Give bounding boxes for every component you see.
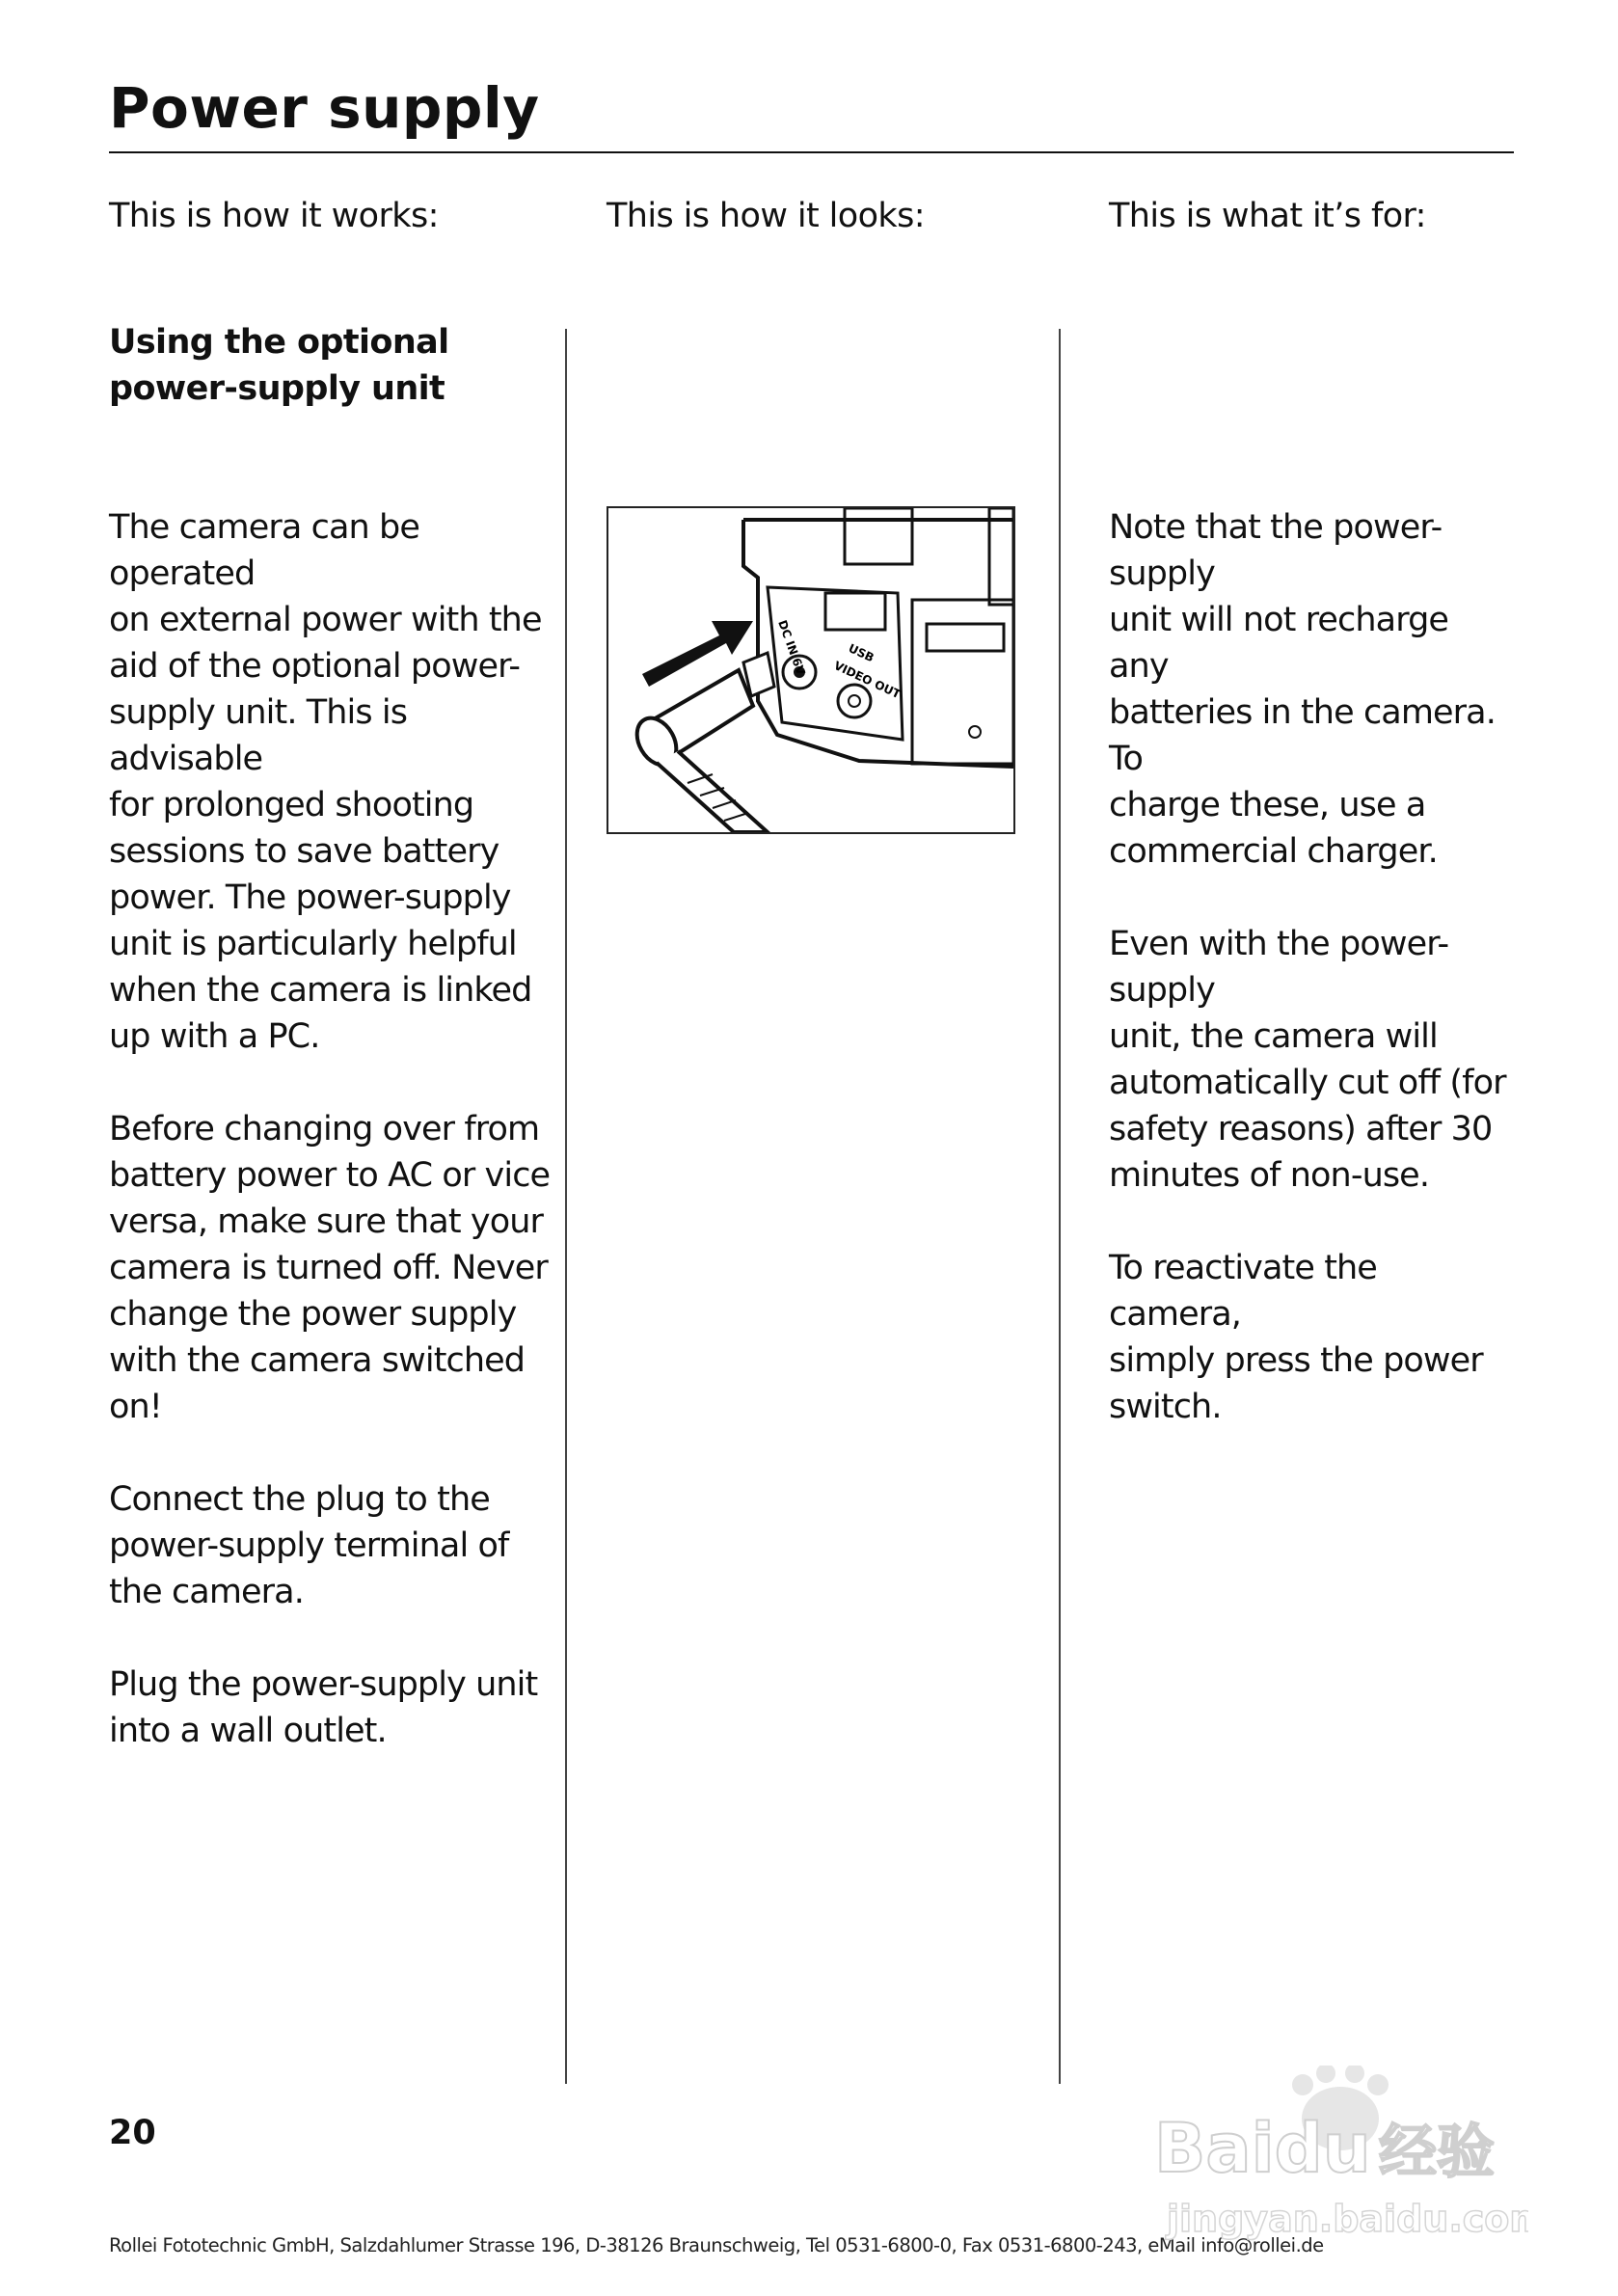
for-paragraph: Note that the power-supply unit will not recharge any batteries in the camera. To charge these, use a commercial charger. xyxy=(1109,508,1496,871)
watermark-brand: Baidu xyxy=(1154,2109,1371,2188)
camera-top-part xyxy=(845,508,912,564)
usb-label: USB xyxy=(846,641,876,665)
camera-power-terminal-illustration xyxy=(607,506,1015,834)
works-paragraph: The camera can be operated on external power with the aid of the optional power- supply unit. This is advisable for prolonged shooting sessions to save battery power. The power-supply unit is particularly helpful when the camera is linked up with a PC. xyxy=(109,508,542,1056)
page-title: Power supply xyxy=(109,75,540,141)
column-divider-right xyxy=(1059,329,1061,2084)
page-number: 20 xyxy=(109,2114,156,2152)
watermark-cn: 经验 xyxy=(1379,2119,1495,2186)
camera-illustration-svg xyxy=(608,508,1013,832)
column-heading-for: This is what it’s for: xyxy=(1109,197,1426,235)
works-paragraph: Before changing over from battery power to AC or vice versa, make sure that your camera is turned off. Never change the power supply with the camera switched on! xyxy=(109,1110,551,1426)
for-paragraph: To reactivate the camera, simply press the power switch. xyxy=(1109,1249,1483,1426)
dc-in-label: DC IN 6V xyxy=(775,618,808,677)
usb-port xyxy=(825,593,885,630)
baidu-watermark xyxy=(1143,2066,1528,2258)
section-subheading: Using the optional power-supply unit xyxy=(109,323,449,408)
for-text xyxy=(1109,504,1514,1476)
column-heading-works: This is how it works: xyxy=(109,197,439,235)
camera-side-part xyxy=(989,508,1013,605)
watermark-svg xyxy=(1143,2066,1528,2258)
title-rule xyxy=(109,151,1514,153)
for-paragraph: Even with the power-supply unit, the camera will automatically cut off (for safety reasons) after 30 minutes of non-use. xyxy=(1109,925,1506,1195)
column-divider-left xyxy=(565,329,567,2084)
works-paragraph: Plug the power-supply unit into a wall outlet. xyxy=(109,1665,538,1750)
panel-slot xyxy=(927,624,1004,651)
works-paragraph: Connect the plug to the power-supply terminal of the camera. xyxy=(109,1480,509,1611)
watermark-url: jingyan.baidu.com xyxy=(1167,2198,1528,2240)
video-out-label: VIDEO OUT xyxy=(831,659,903,702)
page-footer: Rollei Fototechnic GmbH, Salzdahlumer Strasse 196, D-38126 Braunschweig, Tel 0531-6800-0, Fax 0531-6800-243, eMail info@rollei.de xyxy=(109,2234,1324,2256)
panel-screw xyxy=(969,726,981,738)
video-out-port xyxy=(838,685,871,717)
video-out-port-center xyxy=(849,695,860,707)
column-heading-looks: This is how it looks: xyxy=(607,197,925,235)
works-text xyxy=(109,504,553,1800)
